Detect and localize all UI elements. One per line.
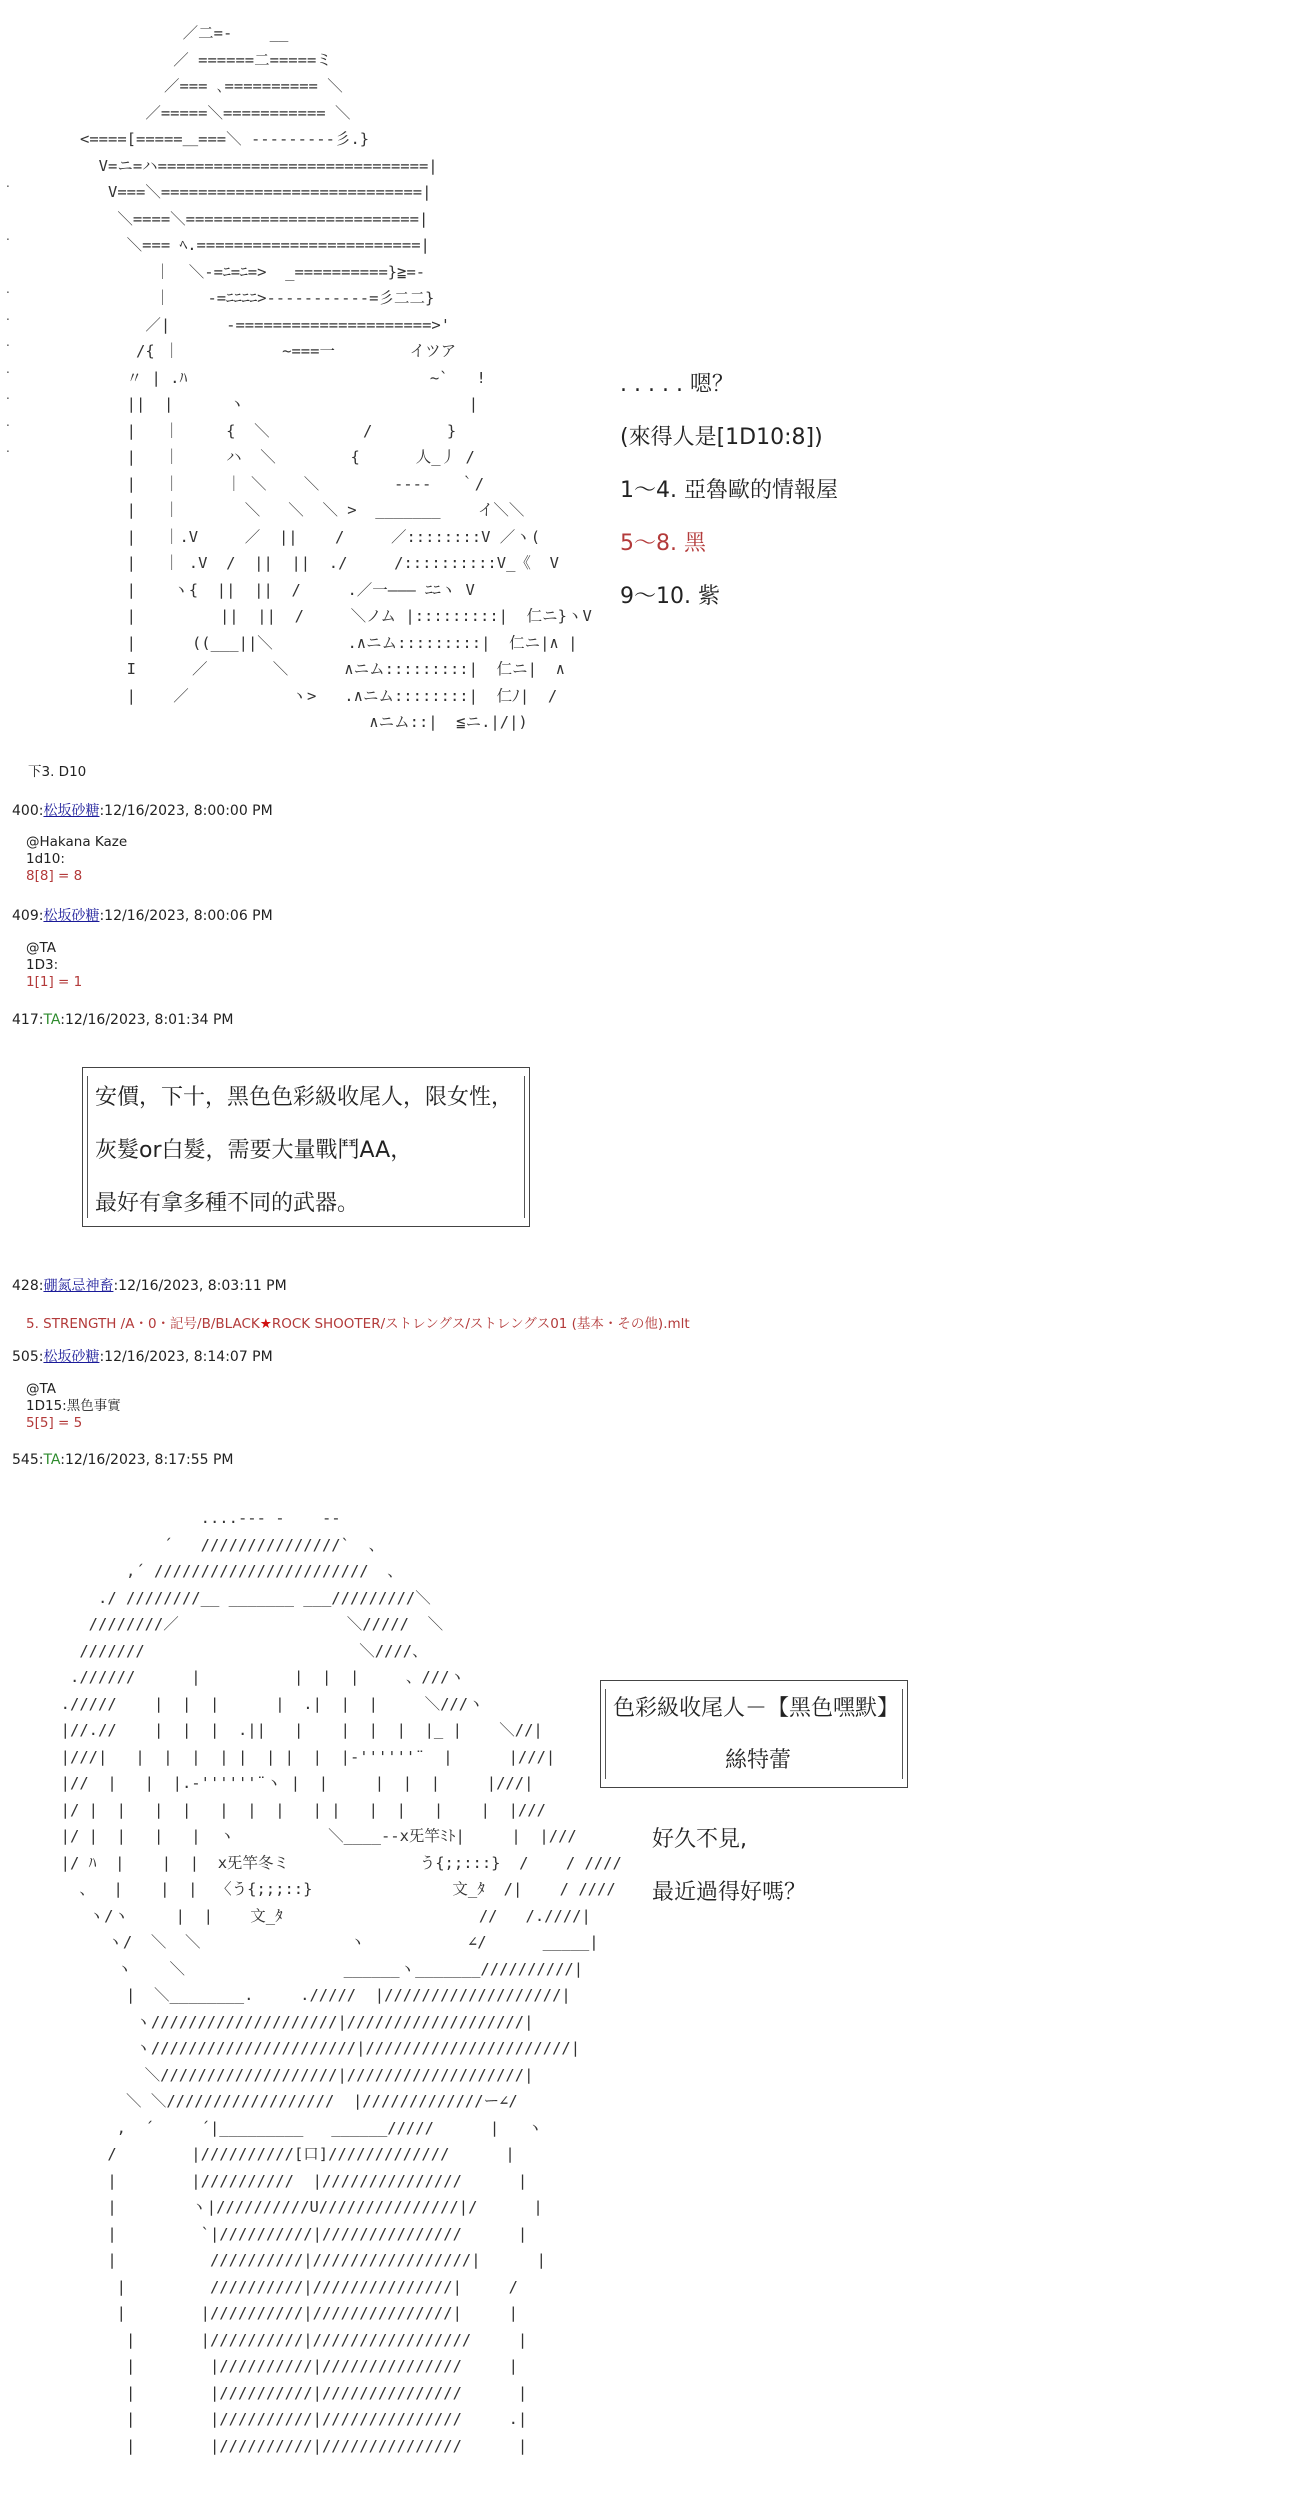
request-line-1: 安價，下十，黑色色彩級收尾人，限女性，	[95, 1085, 514, 1110]
post-number: 505	[12, 1349, 39, 1365]
request-box	[82, 1067, 530, 1227]
mention: @TA	[26, 940, 56, 956]
post-header-428: 428:硼氮忌神畜:12/16/2023, 8:03:11 PM	[12, 1278, 287, 1294]
post-time: 12/16/2023, 8:14:07 PM	[104, 1349, 273, 1365]
post-header-505: 505:松坂砂糖:12/16/2023, 8:14:07 PM	[12, 1349, 273, 1365]
left-margin-dots: . . . . . . . . .	[6, 176, 10, 455]
speech-hmm: . . . . . 嗯？	[620, 372, 734, 397]
dice-result: 1[1] = 1	[26, 974, 83, 990]
character-name-box	[600, 1680, 908, 1788]
post-time: 12/16/2023, 8:00:06 PM	[104, 908, 273, 924]
post-body-505	[26, 1381, 121, 1432]
caption-d10: 下3. D10	[28, 764, 87, 780]
box-left-rule	[605, 1689, 606, 1779]
post-body-400	[26, 834, 127, 885]
username-ta: TA	[43, 1012, 61, 1028]
option-3: 9～10. 紫	[620, 584, 720, 609]
username-ta: TA	[43, 1452, 61, 1468]
dice-command: 1D15:黑色事實	[26, 1398, 121, 1414]
post-header-400: 400:松坂砂糖:12/16/2023, 8:00:00 PM	[12, 803, 273, 819]
post-header-409: 409:松坂砂糖:12/16/2023, 8:00:06 PM	[12, 908, 273, 924]
username-link[interactable]: 松坂砂糖	[43, 908, 100, 924]
username-link[interactable]: 松坂砂糖	[43, 1349, 100, 1365]
post-number: 409	[12, 908, 39, 924]
post-time: 12/16/2023, 8:17:55 PM	[64, 1452, 234, 1468]
star-icon: ★	[259, 1316, 272, 1332]
dice-result: 5[5] = 5	[26, 1415, 83, 1431]
ascii-art-girl-portrait: ....--- - -- ´ ///////////////` 、 ,´ /////////////////////// 、 ./ ////////__ _______ ___/////////＼ ////////／ ＼///// ＼ /////// ＼////、 .////// | | | | 、///ヽ .///// | | | | .| | | ＼///ヽ |//.// | | | .|| | | | | |_ | ＼//| |///| | | | | | | | | |-''''''¨ | |///| |// | | |.-''''''¨ヽ | | | | | |///| |/ | | | | | | | | | | | | | |/// |/ | | | | ヽ ＼____--x旡竿ﾐﾄ| | |/// |/ ﾊ | | | x旡竿冬ミ う{;;:::} / / //// 、 | | | 〈う{;;;::} 文_ﾀ /| / //// ヽ/ヽ | | 文_ﾀ // /.////| ヽ/ ＼ ＼ ヽ ∠/ _____| ヽ ＼ ______ヽ_______//////////| | ＼________. .///// |///////////////////| ヽ////////////////////|///////////////////| ヽ//////////////////////|//////////////////////| ＼///////////////////|///////////////////| ＼ ＼////////////////// |/////////////ー∠/ , ´ ´|_________ ______///// | ヽ / |//////////[口]///////////// | | |////////// |/////////////// | | ヽ|//////////U///////////////|/ | | `|//////////|/////////////// | | //////////|/////////////////| | | //////////|///////////////| / | |//////////|///////////////| | | |//////////|///////////////// | | |//////////|/////////////// | | |//////////|/////////////// | | |//////////|/////////////// .| | |//////////|/////////////// |	[60, 1509, 622, 2455]
ascii-art-hat-figure: ／二=- __ ／ ======二=====ミ ／=== ､========== ＼ ／=====＼=========== ＼ <====[=====＿===＼ ---------彡.} V=ニ=ハ=============================| V===＼============================| ＼====＼=========================| ＼=== ﾍ.========================| ｜ ＼-=ﾆ=ﾆ=> _==========}≧=- ｜ -=ﾆﾆﾆﾆ>-----------=彡二二} ／| -=====================>' /{ ｜ ~===一 イツア 〃 | .ﾊ ~` ! || | ヽ | | ｜ { ＼ / } | ｜ ハ ＼ { 人_丿 / | ｜ ｜ ＼ ＼ ---- ｀/ | ｜ ＼ ＼ ＼ > _______ イ＼＼ | ｜.V ／ || / ／::::::::V ／ヽ( | ｜ .V / || || ./ /::::::::::V_《 V | ヽ{ || || / .／一――― ﾆﾆヽ V | || || / ＼ノム |:::::::::| 仁ニ}ヽV | ((___||＼ .∧ニム:::::::::| 仁ニ|∧ | I ／ ＼ ∧ニム:::::::::| 仁ニ| ∧ | ／ ヽ> .∧ニム::::::::| 仁ﾉ| / ∧ニム::| ≦ニ.|/|)	[79, 24, 592, 731]
name-box-name: 絲特蕾	[725, 1748, 792, 1773]
box-right-rule	[524, 1076, 525, 1218]
request-line-2: 灰髮or白髮，需要大量戰鬥AA，	[95, 1138, 413, 1163]
post-number: 417	[12, 1012, 39, 1028]
aa-source-path	[26, 1312, 690, 1332]
post-body-409	[26, 940, 82, 991]
speech-long-time: 好久不見,	[652, 1827, 747, 1852]
box-right-rule	[902, 1689, 903, 1779]
dice-command: 1D3:	[26, 957, 59, 973]
post-time: 12/16/2023, 8:00:00 PM	[104, 803, 273, 819]
username-link[interactable]: 松坂砂糖	[43, 803, 100, 819]
post-header-417: 417:TA:12/16/2023, 8:01:34 PM	[12, 1012, 234, 1028]
dice-result: 8[8] = 8	[26, 868, 83, 884]
aa-path-prefix: 5. STRENGTH /A・0・記号/B/BLACK	[26, 1316, 260, 1332]
dice-command: 1d10:	[26, 851, 65, 867]
post-time: 12/16/2023, 8:01:34 PM	[64, 1012, 234, 1028]
aa-path-suffix: ROCK SHOOTER/ストレングス/ストレングス01 (基本・その他).mlt	[271, 1316, 690, 1332]
mention: @Hakana Kaze	[26, 834, 128, 850]
post-header-545: 545:TA:12/16/2023, 8:17:55 PM	[12, 1452, 234, 1468]
mention: @TA	[26, 1381, 56, 1397]
option-1: 1～4. 亞魯歐的情報屋	[620, 478, 838, 503]
post-number: 400	[12, 803, 39, 819]
box-left-rule	[87, 1076, 88, 1218]
dice-result-line: (來得人是[1D10:8])	[620, 425, 823, 450]
post-number: 428	[12, 1278, 39, 1294]
name-box-title: 色彩級收尾人－【黑色嘿默】	[613, 1696, 900, 1721]
option-2-highlight: 5～8. 黑	[620, 531, 706, 556]
post-number: 545	[12, 1452, 39, 1468]
username-link[interactable]: 硼氮忌神畜	[43, 1278, 114, 1294]
speech-how-are-you: 最近過得好嗎？	[652, 1880, 807, 1905]
post-time: 12/16/2023, 8:03:11 PM	[118, 1278, 287, 1294]
request-line-3: 最好有拿多種不同的武器。	[95, 1191, 360, 1216]
